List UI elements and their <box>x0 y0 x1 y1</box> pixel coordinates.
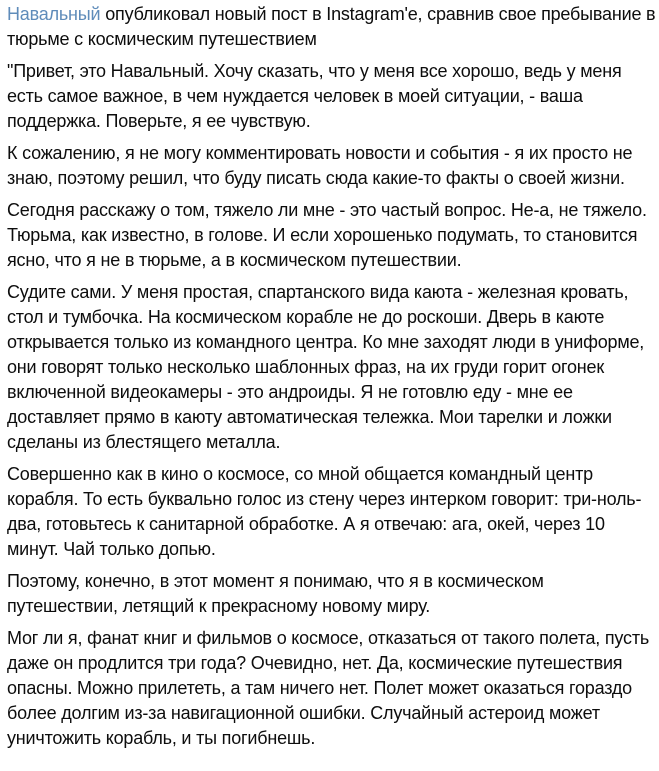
post-intro <box>7 2 656 52</box>
post-paragraph: Сегодня расскажу о том, тяжело ли мне - это частый вопрос. Не-а, не тяжело. Тюрьма, как известно, в голове. И если хорошенько подумать, то становится ясно, что я не в тюрьме, а в космическом путешествии. <box>7 200 647 270</box>
post-paragraph: Судите сами. У меня простая, спартанского вида каюта - железная кровать, стол и тумбочка. На космическом корабле не до роскоши. Дверь в каюте открывается только из командного центра. Ко мне заходят люди в униформе, они говорят только несколько шаблонных фраз, на их груди горит огонек включенной видеокамеры - это андроиды. Я не готовлю еду - мне ее доставляет прямо в каюту автоматическая тележка. Мои тарелки и ложки сделаны из блестящего металла. <box>7 282 645 452</box>
post-paragraph: Поэтому, конечно, в этот момент я понимаю, что я в космическом путешествии, летящий к прекрасному новому миру. <box>7 571 544 616</box>
post-paragraph: Совершенно как в кино о космосе, со мной общается командный центр корабля. То есть буквально голос из стену через интерком говорит: три-ноль-два, готовьтесь к санитарной обработке. А я отвечаю: ага, окей, через 10 минут. Чай только допью. <box>7 464 642 559</box>
author-link[interactable]: Навальный <box>7 4 101 24</box>
post-paragraph: Мог ли я, фанат книг и фильмов о космосе, отказаться от такого полета, пусть даже он продлится три года? Очевидно, нет. Да, космические путешествия опасны. Можно прилететь, а там ничего нет. Полет может оказаться гораздо более долгим из-за навигационной ошибки. Случайный астероид может уничтожить корабль, и ты погибнешь. <box>7 628 650 748</box>
post-paragraph: К сожалению, я не могу комментировать новости и события - я их просто не знаю, поэтому решил, что буду писать сюда какие-то факты о своей жизни. <box>7 143 633 188</box>
post-paragraph: "Привет, это Навальный. Хочу сказать, что у меня все хорошо, ведь у меня есть самое важное, в чем нуждается человек в моей ситуации, - ваша поддержка. Поверьте, я ее чувствую. <box>7 61 622 131</box>
intro-text: опубликовал новый пост в Instagram'е, сравнив свое пребывание в тюрьме с космическим путешествием <box>7 4 656 49</box>
